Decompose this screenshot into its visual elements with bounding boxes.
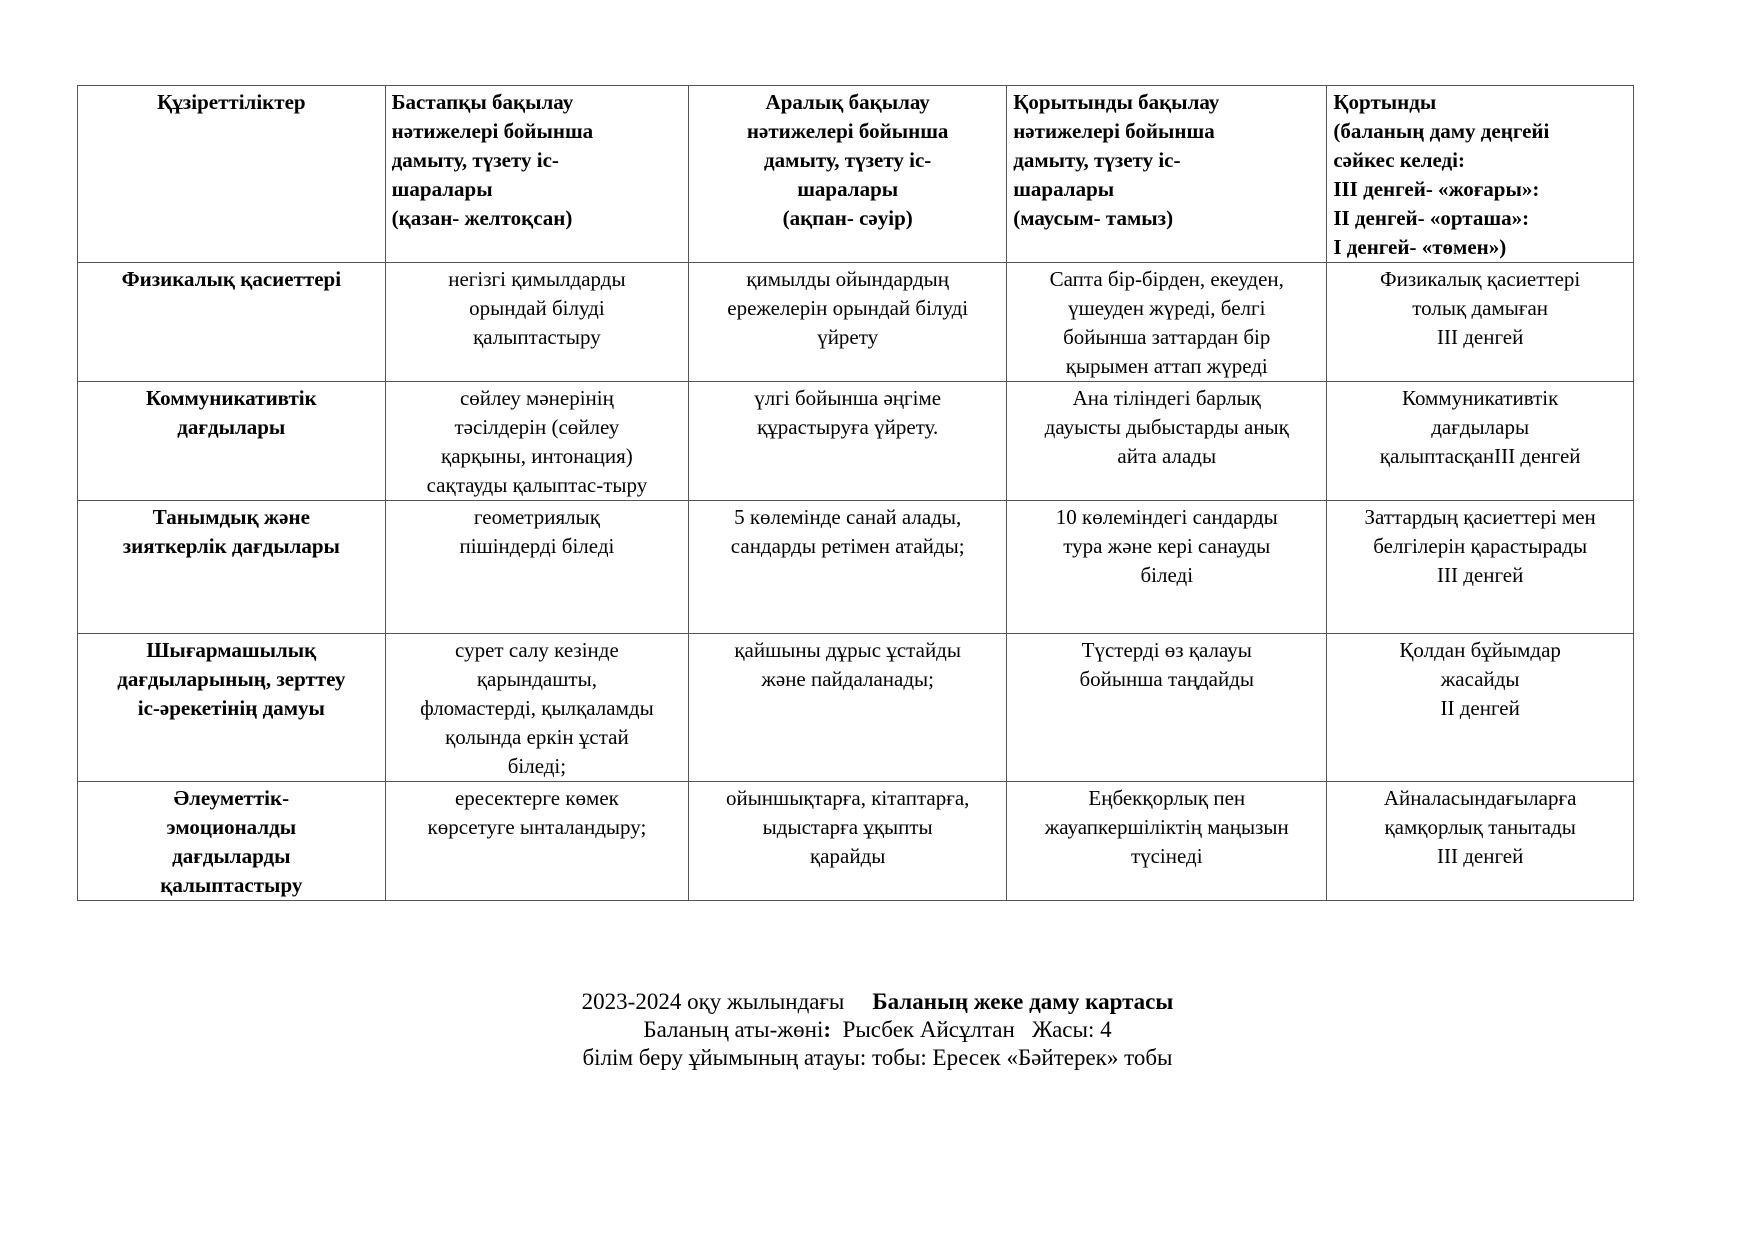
intermediate-cell: 5 көлемінде санай алады, сандарды ретімен атайды;	[689, 501, 1007, 634]
table-row	[78, 634, 1634, 782]
child-name-line	[0, 1016, 1755, 1044]
final-cell: 10 көлеміндегі сандарды тура және кері санауды біледі	[1007, 501, 1327, 634]
result-cell: Коммуникативтік дағдылары қалыптасқанІІІ денгей	[1327, 382, 1634, 501]
initial-cell: сурет салу кезінде қарындашты, фломастерді, қылқаламды қолында еркін ұстай біледі;	[385, 634, 689, 782]
development-table	[77, 85, 1634, 901]
organization-line: білім беру ұйымының атауы: тобы: Ересек «Бәйтерек» тобы	[582, 1045, 1173, 1070]
child-name-label: Баланың аты-жөні	[643, 1017, 824, 1042]
table-row	[78, 501, 1634, 634]
header-intermediate-control: Аралық бақылау нәтижелері бойынша дамыту, түзету іс- шаралары (ақпан- сәуір)	[689, 86, 1007, 263]
child-age: Жасы: 4	[1032, 1017, 1112, 1042]
header-initial-control: Бастапқы бақылау нәтижелері бойынша дамыту, түзету іс- шаралары (қазан- желтоқсан)	[385, 86, 689, 263]
initial-cell: геометриялық пішіндерді біледі	[385, 501, 689, 634]
initial-cell: сөйлеу мәнерінің тәсілдерін (сөйлеу қарқыны, интонация) сақтауды қалыптас-тыру	[385, 382, 689, 501]
intermediate-cell: үлгі бойынша әңгіме құрастыруға үйрету.	[689, 382, 1007, 501]
card-title: Баланың жеке даму картасы	[872, 989, 1174, 1014]
card-footer	[0, 988, 1755, 1072]
table-row	[78, 782, 1634, 901]
final-cell: Еңбекқорлық пен жауапкершіліктің маңызын түсінеді	[1007, 782, 1327, 901]
final-cell: Түстерді өз қалауы бойынша таңдайды	[1007, 634, 1327, 782]
result-cell: Заттардың қасиеттері мен белгілерін қарастырады ІІІ денгей	[1327, 501, 1634, 634]
result-cell: Айналасындағыларға қамқорлық танытады ІІІ денгей	[1327, 782, 1634, 901]
result-cell: Физикалық қасиеттері толық дамыған ІІІ денгей	[1327, 263, 1634, 382]
academic-year: 2023-2024 оқу жылындағы	[581, 989, 845, 1014]
header-result: Қортынды (баланың даму деңгейі сәйкес келеді: ІІІ денгей- «жоғары»: ІІ денгей- «орташа»: І денгей- «төмен»)	[1327, 86, 1634, 263]
initial-cell: негізгі қимылдарды орындай білуді қалыптастыру	[385, 263, 689, 382]
child-name-value: Рысбек Айсұлтан	[842, 1017, 1015, 1042]
final-cell: Ана тіліндегі барлық дауысты дыбыстарды анық айта алады	[1007, 382, 1327, 501]
card-title-line	[0, 988, 1755, 1016]
initial-cell: ересектерге көмек көрсетуге ынталандыру;	[385, 782, 689, 901]
child-name-colon: :	[823, 1017, 832, 1042]
intermediate-cell: ойыншықтарға, кітаптарға, ыдыстарға ұқыпты қарайды	[689, 782, 1007, 901]
competency-cell: Танымдық және зияткерлік дағдылары	[78, 501, 386, 634]
header-competencies: Құзіреттіліктер	[78, 86, 386, 263]
table-row	[78, 382, 1634, 501]
table-row	[78, 263, 1634, 382]
competency-cell: Физикалық қасиеттері	[78, 263, 386, 382]
competency-cell: Шығармашылық дағдыларының, зерттеу іс-әрекетінің дамуы	[78, 634, 386, 782]
final-cell: Сапта бір-бірден, екеуден, үшеуден жүреді, белгі бойынша заттардан бір қырымен аттап жүреді	[1007, 263, 1327, 382]
intermediate-cell: қимылды ойындардың ережелерін орындай білуді үйрету	[689, 263, 1007, 382]
competency-cell: Әлеуметтік- эмоционалды дағдыларды қалыптастыру	[78, 782, 386, 901]
header-final-control: Қорытынды бақылау нәтижелері бойынша дамыту, түзету іс- шаралары (маусым- тамыз)	[1007, 86, 1327, 263]
intermediate-cell: қайшыны дұрыс ұстайды және пайдаланады;	[689, 634, 1007, 782]
table-header-row	[78, 86, 1634, 263]
competency-cell: Коммуникативтік дағдылары	[78, 382, 386, 501]
result-cell: Қолдан бұйымдар жасайды ІІ денгей	[1327, 634, 1634, 782]
